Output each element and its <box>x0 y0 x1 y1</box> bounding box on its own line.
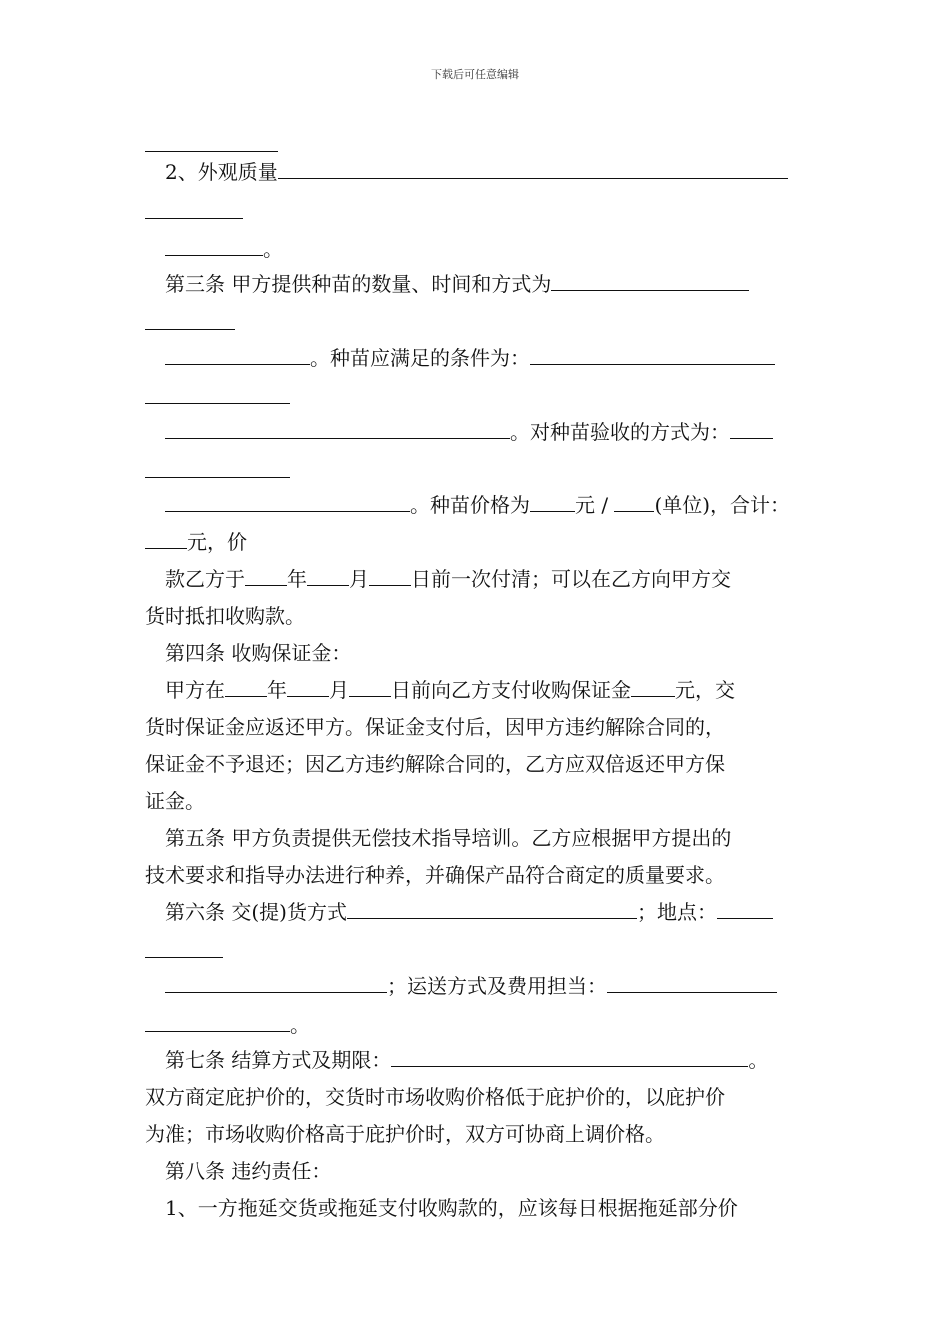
text-line <box>145 1012 310 1038</box>
line-text: 年 <box>267 678 287 702</box>
line-text: 。对种苗验收的方式为： <box>510 420 730 444</box>
text-line <box>165 492 790 518</box>
line-text: 元，交 <box>675 678 735 702</box>
line-text: 为准；市场收购价格高于庇护价时，双方可协商上调价格。 <box>145 1122 665 1146</box>
line-text: 第六条 交(提)货方式 <box>165 900 347 924</box>
fill-in-blank <box>607 974 777 993</box>
line-text: 技术要求和指导办法进行种养，并确保产品符合商定的质量要求。 <box>145 863 725 887</box>
line-text: 。 <box>263 237 283 261</box>
text-line <box>165 973 777 999</box>
line-text: 第七条 结算方式及期限： <box>165 1048 392 1072</box>
fill-in-blank <box>730 420 773 439</box>
line-text: 货时抵扣收购款。 <box>145 604 305 628</box>
line-text: 第四条 收购保证金： <box>165 641 352 665</box>
fill-in-blank <box>614 493 654 512</box>
text-line <box>165 566 731 592</box>
fill-in-blank <box>347 900 637 919</box>
fill-in-blank <box>717 900 773 919</box>
line-text: ；地点： <box>636 900 717 924</box>
fill-in-blank <box>145 311 235 330</box>
page-header: 下载后可任意编辑 <box>431 68 519 81</box>
fill-in-blank <box>551 272 749 291</box>
fill-in-blank <box>349 678 391 697</box>
text-line <box>145 384 290 410</box>
fill-in-blank <box>530 493 575 512</box>
fill-in-blank <box>145 385 290 404</box>
fill-in-blank <box>369 567 411 586</box>
fill-in-blank <box>165 346 310 365</box>
fill-in-blank <box>145 459 290 478</box>
line-text: (单位)，合计： <box>654 493 791 517</box>
line-text: 日前一次付清；可以在乙方向甲方交 <box>411 567 731 591</box>
text-line <box>145 603 305 629</box>
line-text: 甲方在 <box>165 678 225 702</box>
text-line <box>145 938 223 964</box>
text-line <box>165 419 773 445</box>
line-text: 第三条 甲方提供种苗的数量、时间和方式为 <box>165 272 552 296</box>
text-line <box>145 751 725 777</box>
text-line <box>145 1121 665 1147</box>
text-line <box>165 1195 738 1221</box>
fill-in-blank <box>631 678 675 697</box>
fill-in-blank <box>530 346 775 365</box>
line-text: 2、外观质量 <box>165 160 278 184</box>
line-text: 。 <box>290 1013 310 1037</box>
text-line <box>165 1158 331 1184</box>
fill-in-blank <box>145 1013 290 1032</box>
text-line <box>145 862 725 888</box>
line-text: 证金。 <box>145 789 205 813</box>
fill-in-blank <box>165 974 387 993</box>
fill-in-blank <box>165 237 263 256</box>
fill-in-blank <box>145 200 243 219</box>
fill-in-blank <box>307 567 349 586</box>
text-line <box>165 271 749 297</box>
line-text: 月 <box>349 567 369 591</box>
text-line <box>145 199 243 225</box>
fill-in-blank <box>278 160 788 179</box>
text-line <box>145 310 235 336</box>
fill-in-blank <box>225 678 267 697</box>
fill-in-blank <box>391 1048 748 1067</box>
text-line <box>165 345 775 371</box>
line-text: 。 <box>748 1048 769 1072</box>
text-line <box>165 677 735 703</box>
line-text: 月 <box>329 678 349 702</box>
line-text: 元，价 <box>187 530 247 554</box>
text-line <box>165 1047 768 1073</box>
line-text: 保证金不予退还；因乙方违约解除合同的，乙方应双倍返还甲方保 <box>145 752 725 776</box>
text-line <box>145 1084 725 1110</box>
fill-in-blank <box>165 493 410 512</box>
fill-in-blank <box>145 530 187 549</box>
text-line <box>165 825 731 851</box>
text-line <box>145 529 247 555</box>
line-text: 日前向乙方支付收购保证金 <box>391 678 631 702</box>
line-text: 。种苗应满足的条件为： <box>310 346 530 370</box>
line-text: 第五条 甲方负责提供无偿技术指导培训。乙方应根据甲方提出的 <box>165 826 732 850</box>
line-text: 第八条 违约责任： <box>165 1159 332 1183</box>
line-text: 货时保证金应返还甲方。保证金支付后，因甲方违约解除合同的， <box>145 715 725 739</box>
fill-in-blank <box>287 678 329 697</box>
text-line <box>145 132 278 158</box>
fill-in-blank <box>165 420 510 439</box>
text-line <box>145 788 205 814</box>
line-text: 。种苗价格为 <box>410 493 530 517</box>
text-line <box>165 640 351 666</box>
line-text: ；运送方式及费用担当： <box>387 974 607 998</box>
line-text: 款乙方于 <box>165 567 245 591</box>
fill-in-blank <box>145 133 278 152</box>
text-line <box>145 458 290 484</box>
line-text: 年 <box>287 567 307 591</box>
text-line <box>145 714 725 740</box>
fill-in-blank <box>145 939 223 958</box>
line-text: 1、一方拖延交货或拖延支付收购款的，应该每日根据拖延部分价 <box>165 1196 738 1220</box>
text-line <box>165 159 788 185</box>
line-text: 元 / <box>575 493 615 517</box>
text-line <box>165 899 773 925</box>
line-text: 双方商定庇护价的，交货时市场收购价格低于庇护价的，以庇护价 <box>145 1085 725 1109</box>
fill-in-blank <box>245 567 287 586</box>
text-line <box>165 236 283 262</box>
